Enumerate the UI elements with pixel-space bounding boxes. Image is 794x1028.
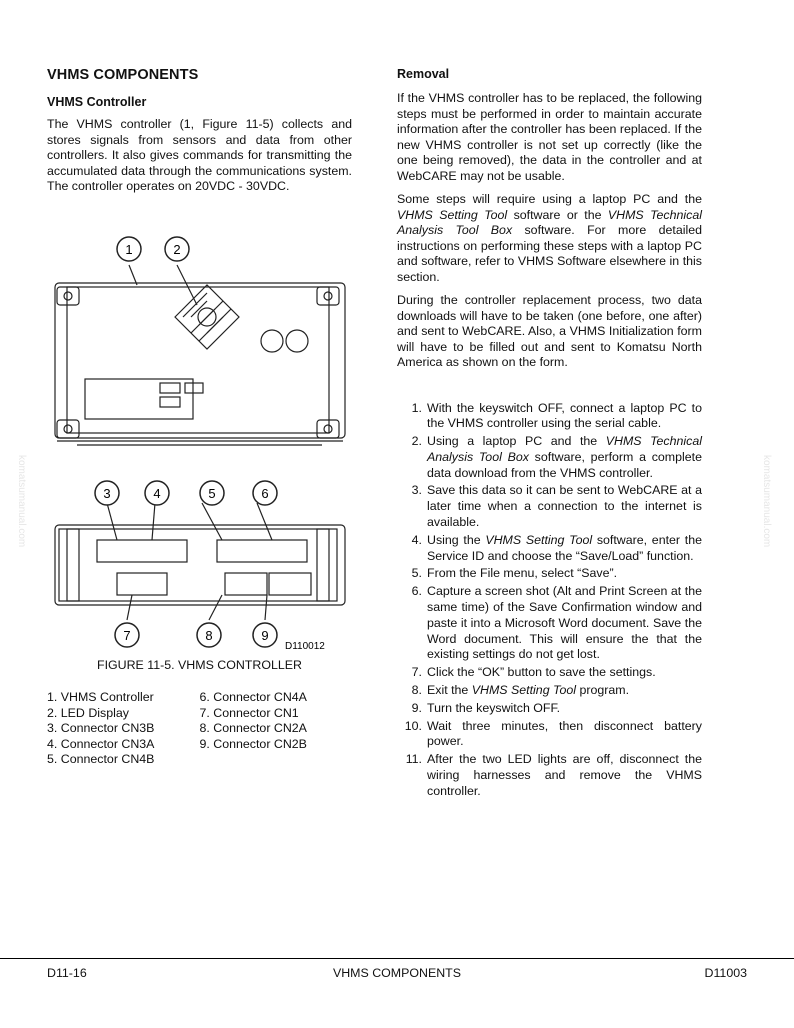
step-item: 5. From the File menu, select “Save”.: [411, 566, 618, 581]
step-item: 7. Click the “OK” button to save the settings.: [411, 665, 656, 680]
removal-title: Removal: [397, 67, 450, 81]
callout-2-label: 2: [173, 242, 181, 257]
step-item: 9. Turn the keyswitch OFF.: [411, 700, 561, 715]
footer-rule: [0, 958, 794, 959]
callout-6: [253, 481, 277, 505]
callout-4: [145, 481, 169, 505]
watermark-right: komatsumanual.com: [761, 455, 772, 548]
removal-paragraph-3: During the controller replacement process, two data downloads will have to be taken (one before, one after) and sent to WebCARE. Also, a VHMS Initialization form will have to be filled out and sent to Komatsu North America as shown on the form.: [397, 293, 702, 369]
figure-caption: FIGURE 11-5. VHMS CONTROLLER: [97, 658, 302, 672]
legend-item: 9. Connector CN2B: [199, 736, 307, 751]
removal-steps: [397, 401, 702, 800]
callout-5: [200, 481, 224, 505]
footer-doc-code: D11003: [704, 966, 747, 980]
step-item: 11. After the two LED lights are off, disconnect the wiring harnesses and remove the VHMS controller.: [405, 752, 702, 798]
section-title: VHMS COMPONENTS: [47, 67, 199, 83]
callout-9: [253, 623, 277, 647]
callout-1: [117, 237, 141, 261]
callout-3: [95, 481, 119, 505]
connector-view: [55, 503, 345, 620]
legend-item: 1. VHMS Controller: [47, 690, 154, 704]
intro-paragraph: The VHMS controller (1, Figure 11-5) collects and stores signals from sensors and data from other controllers. It also gives commands for transmitting the accumulated data through the communications system. The controller operates on 20VDC - 30VDC.: [47, 117, 352, 193]
callout-3-label: 3: [103, 486, 111, 501]
step-item: 3. Save this data so it can be sent to WebCARE at a later time when a connection to the internet is available.: [411, 483, 702, 530]
footer-section-title: VHMS COMPONENTS: [332, 966, 462, 980]
right-column: [397, 64, 702, 802]
controller-illustration: [47, 235, 352, 665]
callout-5-label: 5: [208, 486, 216, 501]
step-item: 8. Exit the VHMS Setting Tool program.: [411, 683, 630, 698]
footer-page-number: D11-16: [47, 966, 87, 980]
legend-item: 8. Connector CN2A: [199, 721, 307, 736]
legend-item: 4. Connector CN3A: [47, 736, 155, 751]
step-item: 6. Capture a screen shot (Alt and Print Screen at the same time) of the Save Confirmation window and paste it into a Microsoft Word document. Save the Word document. This will ensure the that the existing settings do not get lost.: [411, 584, 702, 662]
figure-legend: [47, 690, 352, 768]
legend-item: 5. Connector CN4B: [47, 752, 155, 767]
callout-9-label: 9: [261, 628, 269, 643]
legend-column-2: [200, 690, 353, 768]
legend-column-1: [47, 690, 200, 768]
callout-7: [115, 623, 139, 647]
legend-item: 2. LED Display: [47, 705, 129, 720]
step-item: 4. Using the VHMS Setting Tool software, enter the Service ID and choose the “Save/Load” function.: [411, 532, 702, 563]
figure-id: D110012: [285, 641, 325, 652]
callout-2: [165, 237, 189, 261]
watermark-left: komatsumanual.com: [16, 455, 27, 548]
callout-6-label: 6: [261, 486, 269, 501]
left-column: [47, 64, 352, 203]
top-view: [55, 265, 345, 445]
removal-paragraph-1: If the VHMS controller has to be replaced, the following steps must be performed in order to maintain accurate information after the controller has been replaced. If the new VHMS controller is not set up correctly (like the one being removed), the data in the controller and at WebCARE may not be usable.: [397, 91, 702, 183]
vhms-controller-figure: [47, 235, 352, 665]
step-item: 2. Using a laptop PC and the VHMS Technical Analysis Tool Box software, perform a complete data download from the VHMS controller.: [411, 434, 703, 480]
callout-8-label: 8: [205, 628, 213, 643]
step-item: 1. With the keyswitch OFF, connect a laptop PC to the VHMS controller using the serial cable.: [411, 400, 702, 431]
callout-8: [197, 623, 221, 647]
callout-7-label: 7: [123, 628, 131, 643]
step-item: 10. Wait three minutes, then disconnect battery power.: [404, 718, 702, 749]
legend-item: 7. Connector CN1: [199, 705, 299, 720]
legend-item: 6. Connector CN4A: [199, 690, 307, 704]
legend-item: 3. Connector CN3B: [47, 721, 155, 736]
callout-1-label: 1: [125, 242, 133, 257]
callout-4-label: 4: [153, 486, 161, 501]
removal-paragraph-2: Some steps will require using a laptop PC and the VHMS Setting Tool software or the VHMS Technical Analysis Tool Box software. For more detailed instructions on performing these steps with a laptop PC and software, refer to VHMS Software elsewhere in this section.: [397, 192, 702, 284]
subsection-title: VHMS Controller: [47, 95, 147, 109]
